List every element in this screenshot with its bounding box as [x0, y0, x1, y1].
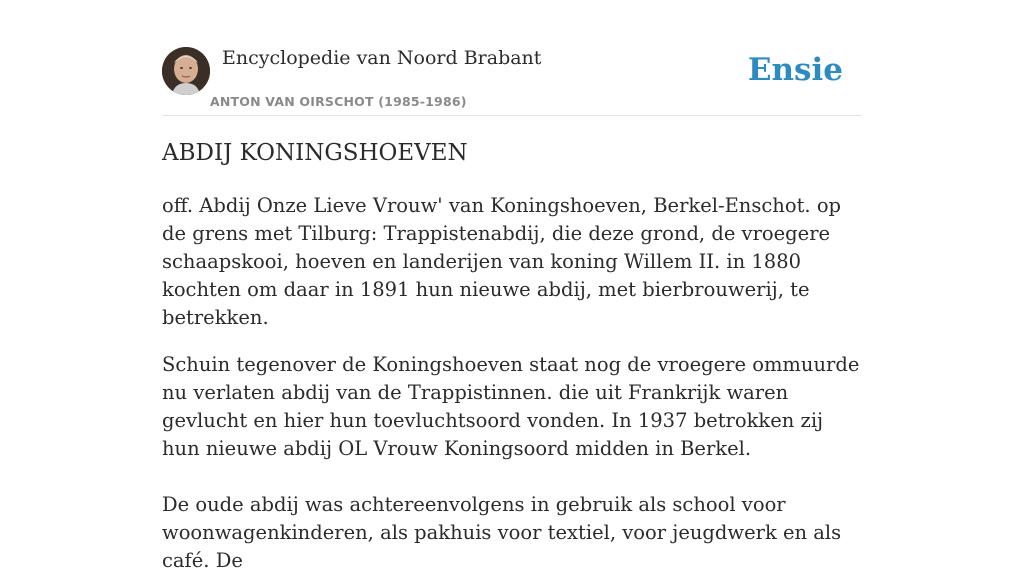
header-divider [162, 115, 862, 116]
author-portrait-icon [162, 47, 210, 95]
article-paragraph: De oude abdij was achtereenvolgens in gebruik als school voor woonwagenkinderen, als pakhuis voor textiel, voor jeugdwerk en als café. De [162, 493, 842, 572]
source-title[interactable]: Encyclopedie van Noord Brabant [222, 47, 542, 69]
article-paragraph: off. Abdij Onze Lieve Vrouw' van Koningshoeven, Berkel-Enschot. op de grens met Tilburg: Trappistenabdij, die deze grond, de vroegere schaapskooi, hoeven en landerijen van koning Willem II. in 1880 kochten om daar in 1891 hun nieuwe abdij, met bierbrouwerij, te betrekken. [162, 194, 842, 329]
author-name[interactable]: ANTON VAN OIRSCHOT (1985-1986) [210, 94, 467, 109]
author-avatar[interactable] [162, 47, 210, 95]
article-body [162, 192, 862, 575]
article-headword: ABDIJ KONINGSHOEVEN [162, 140, 468, 166]
ensie-logo[interactable]: Ensie [747, 52, 843, 88]
article-paragraph: Schuin tegenover de Koningshoeven staat nog de vroegere ommuurde nu verlaten abdij van de Trappistinnen. die uit Frankrijk waren gevlucht en hier hun toevluchtsoord vonden. In 1937 betrokken zij hun nieuwe abdij OL Vrouw Koningsoord midden in Berkel. [162, 353, 860, 460]
